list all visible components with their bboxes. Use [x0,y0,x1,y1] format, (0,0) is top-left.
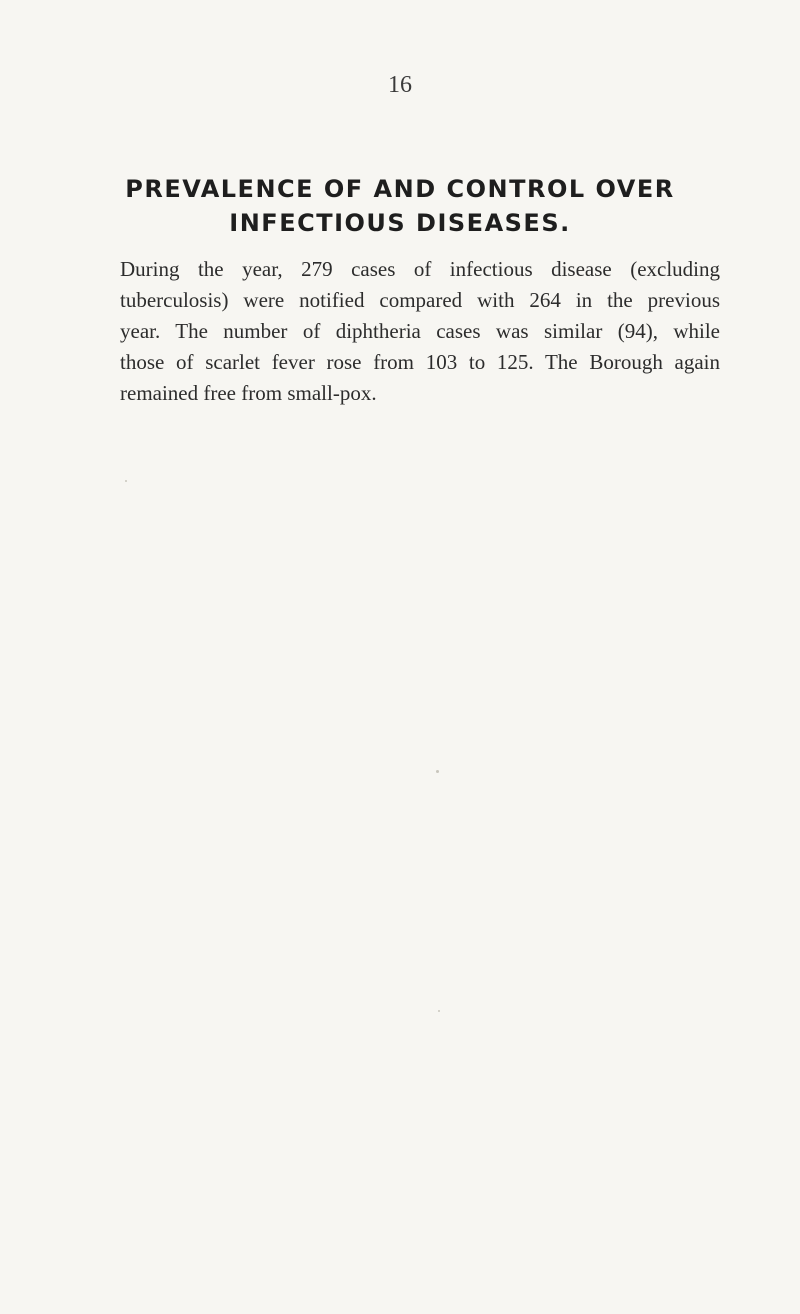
heading-line-1: PREVALENCE OF AND CONTROL OVER [125,175,675,203]
paragraph-line-2: tuberculosis) were notified compared with 264 in the previous [120,288,720,312]
paragraph-line-1: During the year, 279 cases of infectious disease (excluding [120,257,720,281]
section-heading [60,172,740,240]
paper-speck [436,770,439,773]
paper-speck [125,480,127,482]
paper-speck [438,1010,440,1012]
page-number: 16 [388,72,412,98]
heading-line-2: INFECTIOUS DISEASES. [229,209,571,237]
body-paragraph [120,254,720,409]
paragraph-line-3: year. The number of diphtheria cases was similar (94), while [120,319,720,343]
paragraph-line-4: those of scarlet fever rose from 103 to 125. The Borough again [120,350,720,374]
paragraph-line-5: remained free from small-pox. [120,381,377,405]
